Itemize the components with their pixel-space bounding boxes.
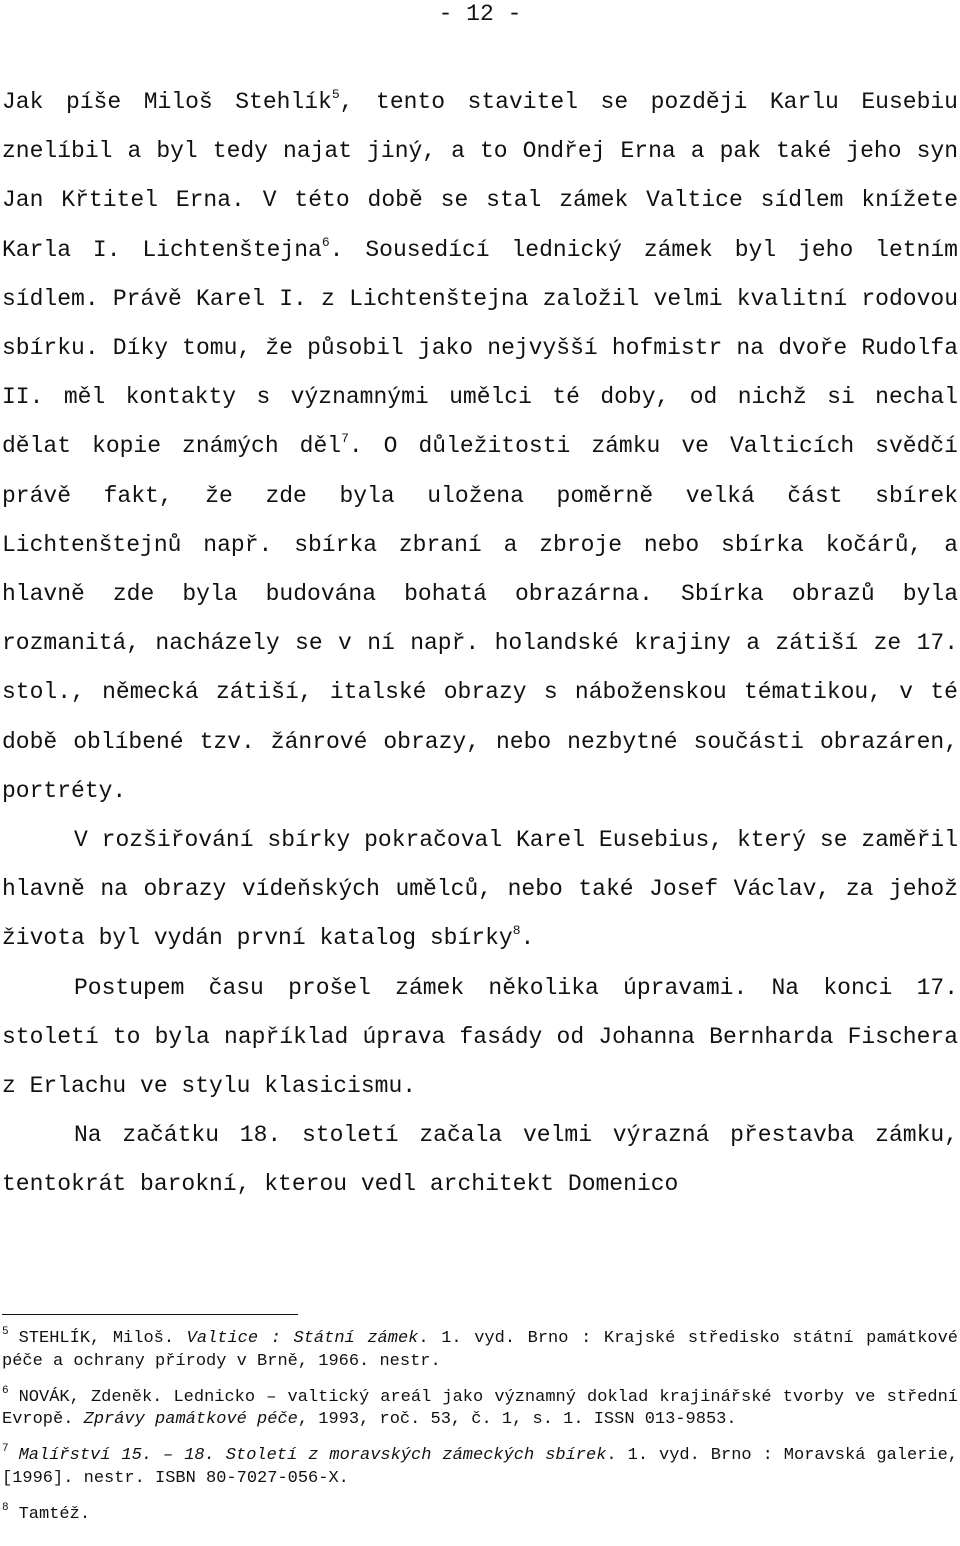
body-text <box>2 78 958 1210</box>
paragraph-4: Na začátku 18. století začala velmi výrazná přestavba zámku, tentokrát barokní, kterou vedl architekt Domenico <box>2 1122 958 1198</box>
footnote-text: NOVÁK, Zdeněk. Lednicko – valtický areál jako významný doklad krajinářské tvorby ve střední Evropě. <box>2 1387 958 1429</box>
footnote-ref-8: 8 <box>512 923 521 939</box>
footnote-7 <box>2 1445 958 1490</box>
paragraph-1 <box>2 78 958 816</box>
footnote-text: STEHLÍK, Miloš. <box>18 1329 187 1348</box>
footnote-text: Tamtéž. <box>18 1504 91 1524</box>
footnote-mark: 5 <box>2 1326 9 1338</box>
footnote-title: Valtice : Státní zámek <box>186 1329 419 1348</box>
footnote-text: . 1. vyd. Brno : Moravská galerie, [1996]. nestr. ISBN 80-7027-056-X. <box>2 1446 959 1488</box>
footnote-mark: 7 <box>2 1443 9 1455</box>
footnote-mark: 8 <box>2 1501 9 1514</box>
footnote-8 <box>2 1501 958 1527</box>
paragraph-text: . Sousedící lednický zámek byl jeho letním sídlem. Právě Karel I. z Lichtenštejna založil velmi kvalitní rodovou sbírku. Díky tomu, že působil jako nejvyšší hofmistr na dvoře Rudolfa II. měl kontakty s významnými umělci té doby, od nichž si nechal dělat kopie známých děl <box>2 236 958 460</box>
paragraph-text: V rozšiřování sbírky pokračoval Karel Eusebius, který se zaměřil hlavně na obrazy vídeňských umělců, nebo také Josef Václav, za jehož života byl vydán první katalog sbírky <box>2 827 958 952</box>
paragraph-2 <box>2 816 958 964</box>
footnote-text: . 1. vyd. Brno : Krajské středisko státní památkové péče a ochrany přírody v Brně, 1966. nestr. <box>2 1329 958 1371</box>
footnote-6 <box>2 1384 958 1432</box>
footnotes <box>2 1328 958 1540</box>
paragraph-text: , tento stavitel se později Karlu Eusebiu znelíbil a byl tedy najat jiný, a to Ondřej Erna a pak také jeho syn Jan Křtitel Erna. V této době se stal zámek Valtice sídlem knížete Karla I. Lichtenštejna <box>2 89 958 263</box>
footnote-title: Malířství 15. – 18. Století z moravských zámeckých sbírek <box>18 1446 607 1465</box>
footnote-ref-6: 6 <box>321 234 330 250</box>
page-number: - 12 - <box>438 1 522 27</box>
paragraph-text: . <box>520 925 535 952</box>
footnote-ref-7: 7 <box>341 431 349 447</box>
footnote-mark: 6 <box>2 1384 9 1397</box>
footnote-text: , 1993, roč. 53, č. 1, s. 1. ISSN 013-9853. <box>297 1410 737 1429</box>
paragraph-3: Postupem času prošel zámek několika úpravami. Na konci 17. století to byla například úprava fasády od Johanna Bernharda Fischera z Erlachu ve stylu klasicismu. <box>2 974 958 1100</box>
paragraph-text: Jak píše Miloš Stehlík <box>2 89 332 115</box>
footnote-ref-5: 5 <box>331 87 340 102</box>
footnote-title: Zprávy památkové péče <box>83 1410 298 1429</box>
paragraph-text: . O důležitosti zámku ve Valticích svědčí právě fakt, že zde byla uložena poměrně velká část sbírek Lichtenštejnů např. sbírka zbraní a zbroje nebo sbírka kočárů, a hlavně zde byla budována bohatá obrazárna. Sbírka obrazů byla rozmanitá, nacházely se v ní např. holandské krajiny a zátiší ze 17. stol., německá zátiší, italské obrazy s náboženskou tématikou, v té době oblíbené tzv. žánrové obrazy, nebo nezbytné součásti obrazáren, portréty. <box>2 433 958 804</box>
footnote-separator <box>2 1314 298 1315</box>
footnote-5 <box>2 1328 958 1373</box>
